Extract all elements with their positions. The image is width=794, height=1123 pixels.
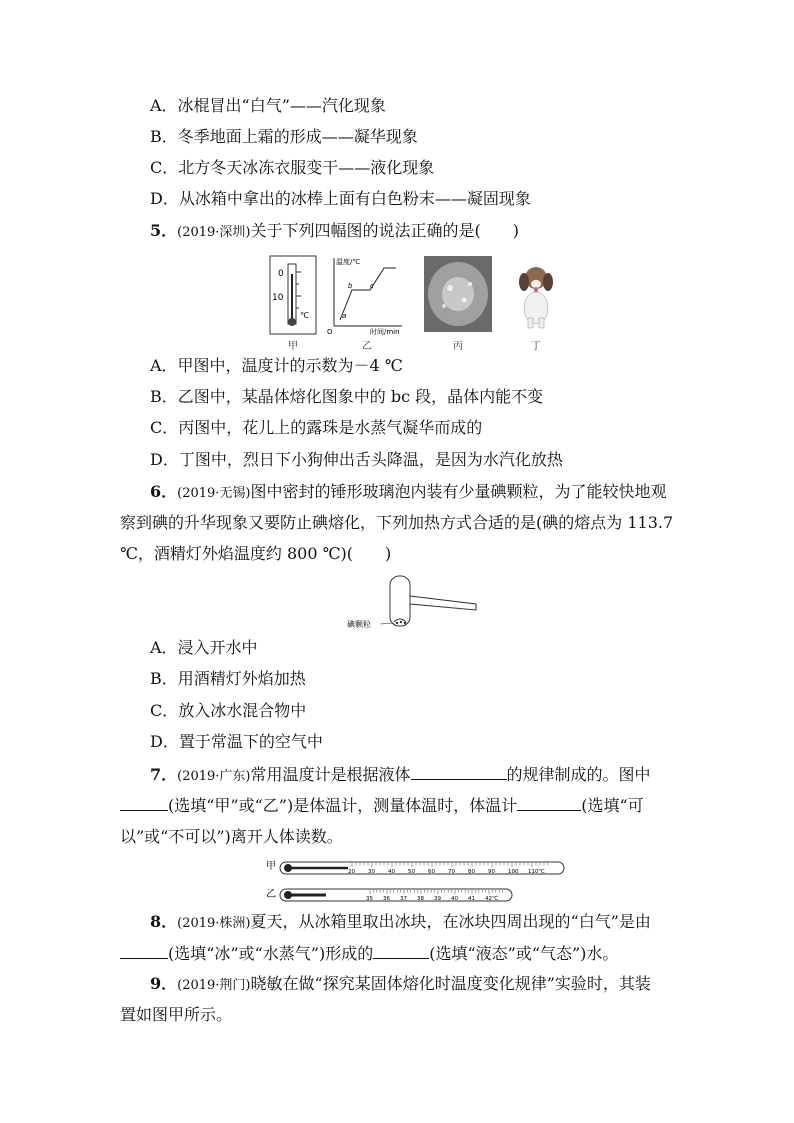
q7-blank-3[interactable] <box>517 794 581 811</box>
q4-option-d: D．从冰箱中拿出的冰棒上面有白色粉末——凝固现象 <box>150 189 531 208</box>
q5-figure-puppy <box>514 262 558 330</box>
lab-thermometer-scale-label: 90 <box>488 869 495 875</box>
q8-stem-line1: 8．(2019·株洲)夏天，从冰箱里取出冰块，在冰块四周出现的“白气”是由 <box>150 912 651 931</box>
puppy-muzzle <box>531 280 541 288</box>
puppy-body <box>524 292 548 324</box>
q5-option-d: D．丁图中，烈日下小狗伸出舌头降温，是因为水汽化放热 <box>150 450 563 469</box>
clinical-thermometer-scale-label: 41 <box>468 896 475 902</box>
lab-thermometer-scale-label: 70 <box>448 869 455 875</box>
melting-curve <box>340 268 396 320</box>
q8-stem-line2: (选填“冰”或“水蒸气”)形成的 (选填“液态”或“气态”)水。 <box>120 942 618 965</box>
lab-thermometer-scale-label: 20 <box>348 869 355 875</box>
q6-option-a: A．浸入开水中 <box>150 638 258 657</box>
dew-drop <box>468 282 472 286</box>
q5-figure-flower-photo <box>424 256 492 332</box>
label-yi: 乙 <box>266 889 276 900</box>
q5-option-b: B．乙图中，某晶体熔化图象中的 bc 段，晶体内能不变 <box>150 387 544 406</box>
q5-stem: 5．(2019·深圳)关于下列四幅图的说法正确的是( ) <box>150 221 520 240</box>
dew-drop <box>442 304 446 308</box>
iodine-label: 碘颗粒 <box>347 620 371 629</box>
clinical-thermometer-scale-label: 37 <box>400 896 407 902</box>
clinical-thermometer-scale-label: 40 <box>451 896 458 902</box>
clinical-thermometer-scale-label: 42℃ <box>485 896 499 902</box>
thermo-unit: ℃ <box>300 311 309 320</box>
q5-figure-thermometer <box>268 254 318 336</box>
dew-drop <box>447 285 453 291</box>
thermometer-bulb <box>288 318 296 326</box>
origin-label: O <box>327 328 333 336</box>
q9-stem-line2: 置如图甲所示。 <box>120 1005 233 1024</box>
q6-stem-line2: 察到碘的升华现象又要防止碘熔化，下列加热方式合适的是(碘的熔点为 113.7 <box>120 513 674 532</box>
q6-figure-glass-bulb <box>344 572 484 632</box>
q8-blank-2[interactable] <box>373 942 429 959</box>
lab-thermometer-scale-label: 40 <box>388 869 395 875</box>
q4-option-a: A．冰棍冒出“白气”——汽化现象 <box>150 96 386 115</box>
point-b: b <box>348 282 353 290</box>
fig-label-ding: 丁 <box>531 341 541 352</box>
puppy-leg <box>528 318 533 328</box>
thermo-tick-0: 0 <box>278 269 284 279</box>
puppy-ear <box>543 273 553 291</box>
lab-thermometer-scale-label: 80 <box>468 869 475 875</box>
clinical-thermometer-scale-label: 36 <box>383 896 390 902</box>
q9-stem-line1: 9．(2019·荆门)晓敏在做“探究某固体熔化时温度变化规律”实验时，其装 <box>150 974 651 993</box>
q5-figure-melting-graph <box>326 254 406 336</box>
q8-blank-1[interactable] <box>120 942 168 959</box>
q4-option-b: B．冬季地面上霜的形成——凝华现象 <box>150 127 418 146</box>
lab-thermometer-scale-label: 110℃ <box>528 869 545 875</box>
q6-stem-line1: 6．(2019·无锡)图中密封的锤形玻璃泡内装有少量碘颗粒，为了能较快地观 <box>150 482 667 501</box>
q7-blank-1[interactable] <box>411 763 507 780</box>
q6-stem-line3: ℃，酒精灯外焰温度约 800 ℃)( ) <box>120 544 392 563</box>
clinical-thermometer-scale-label: 35 <box>366 896 373 902</box>
point-a: a <box>342 312 347 320</box>
lab-thermometer-scale-label: 100 <box>508 869 519 875</box>
clinical-thermometer-scale-label: 39 <box>434 896 441 902</box>
puppy-ear <box>519 273 529 291</box>
graph-ylabel: 温度/℃ <box>336 258 361 266</box>
q6-option-b: B．用酒精灯外焰加热 <box>150 669 306 688</box>
q6-option-c: C．放入冰水混合物中 <box>150 701 307 720</box>
label-jia: 甲 <box>266 861 276 872</box>
dew-drop <box>462 298 467 303</box>
graph-xlabel: 时间/min <box>370 328 400 336</box>
fig-label-yi: 乙 <box>362 341 372 352</box>
q5-option-a: A．甲图中，温度计的示数为－4 ℃ <box>150 356 403 375</box>
clinical-thermometer-scale-label: 38 <box>417 896 424 902</box>
q7-stem-line1: 7．(2019·广东)常用温度计是根据液体 的规律制成的。图中 <box>150 765 651 784</box>
point-c: c <box>370 282 374 290</box>
lab-thermometer-scale-label: 30 <box>368 869 375 875</box>
q4-option-c: C．北方冬天冰冻衣服变干——液化现象 <box>150 158 435 177</box>
fig-label-bing: 丙 <box>453 341 463 352</box>
q7-stem-line3: 以”或“不可以”)离开人体读数。 <box>120 827 343 846</box>
lab-thermometer-scale-label: 50 <box>408 869 415 875</box>
lab-thermometer-scale-label: 60 <box>428 869 435 875</box>
q6-option-d: D．置于常温下的空气中 <box>150 732 323 751</box>
fig-label-jia: 甲 <box>288 341 298 352</box>
puppy-leg <box>539 318 544 328</box>
q7-blank-2[interactable] <box>120 794 168 811</box>
q5-option-c: C．丙图中，花儿上的露珠是水蒸气凝华而成的 <box>150 418 483 437</box>
glass-handle <box>410 596 476 610</box>
thermo-tick-10: 10 <box>272 293 284 303</box>
flower-center <box>442 277 474 311</box>
q7-figure-thermometers <box>266 855 566 905</box>
q7-stem-line2: (选填“甲”或“乙”)是体温计，测量体温时，体温计 (选填“可 <box>120 794 644 817</box>
